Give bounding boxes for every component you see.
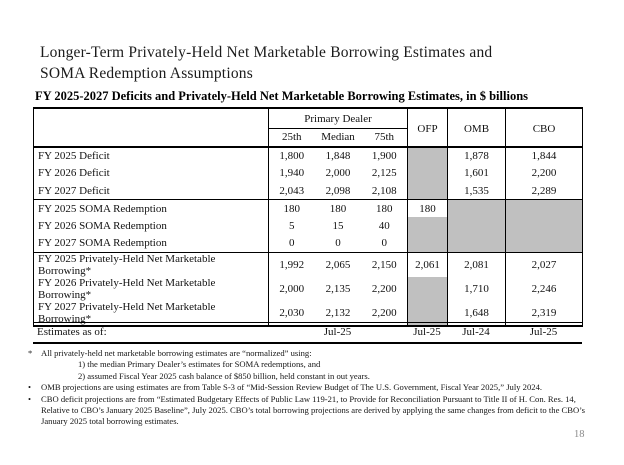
table-row bbox=[34, 252, 583, 277]
value-cell: 2,000 bbox=[325, 167, 351, 180]
footnote bbox=[28, 382, 602, 393]
footnote-marker bbox=[65, 371, 78, 382]
value-cell: 2,246 bbox=[506, 277, 583, 301]
corner-cell bbox=[34, 108, 269, 147]
table-row bbox=[34, 217, 583, 235]
value-cell: 2,030 bbox=[269, 301, 315, 326]
shaded-cell bbox=[408, 217, 448, 235]
table-row bbox=[34, 147, 583, 165]
value-cell: 180 bbox=[269, 200, 315, 218]
footnote-text: 1) the median Primary Dealer’s estimates for SOMA redemptions, and bbox=[78, 359, 321, 370]
value-cell: 1,992 bbox=[269, 252, 315, 277]
column-group-primary-dealer: Primary Dealer bbox=[269, 108, 408, 128]
table-header bbox=[34, 108, 583, 147]
footnote-text: All privately-held net marketable borrowing estimates are “normalized” using: bbox=[41, 348, 312, 358]
row-label: FY 2025 Deficit bbox=[38, 150, 110, 163]
value-cell: 2,200 bbox=[506, 165, 583, 183]
value-cell: 5 bbox=[269, 217, 315, 235]
footnote-marker: • bbox=[28, 382, 32, 393]
table-row bbox=[34, 235, 583, 253]
value-cell: 2,081 bbox=[448, 252, 506, 277]
row-label: FY 2025 Privately-Held Net Marketable Borrowing* bbox=[34, 252, 269, 277]
shaded-cell bbox=[448, 200, 506, 218]
estimates-as-of-table bbox=[33, 322, 582, 344]
value-cell: 180 bbox=[315, 200, 362, 218]
value-cell: 2,132 bbox=[325, 306, 351, 319]
value-cell: 1,601 bbox=[448, 165, 506, 183]
table-row bbox=[34, 182, 583, 200]
value-cell: 2,200 bbox=[371, 306, 397, 319]
row-label: FY 2027 Privately-Held Net Marketable Borrowing* bbox=[38, 300, 216, 325]
column-header-median: Median bbox=[321, 131, 355, 144]
value-cell: 2,135 bbox=[325, 282, 351, 295]
value-cell: 180 bbox=[408, 200, 448, 218]
page-title bbox=[40, 42, 492, 84]
footnote-text: OMB projections are using estimates are from Table S-3 of “Mid-Session Review Budget of The U.S. Government, Fiscal Year 2025,” July 2024. bbox=[41, 382, 543, 393]
value-cell: 1,535 bbox=[448, 182, 506, 200]
column-header-25th: 25th bbox=[269, 128, 315, 147]
value-cell: 1,848 bbox=[325, 150, 351, 163]
estimates-as-of-ofp: Jul-25 bbox=[413, 326, 441, 339]
value-cell: 15 bbox=[332, 219, 344, 232]
value-cell: 2,125 bbox=[371, 167, 397, 180]
value-cell: 2,027 bbox=[506, 252, 583, 277]
shaded-cell bbox=[408, 147, 448, 165]
value-cell: 1,940 bbox=[269, 165, 315, 183]
footnote-marker bbox=[65, 359, 78, 370]
shaded-cell bbox=[408, 235, 448, 253]
row-label: FY 2025 SOMA Redemption bbox=[34, 200, 269, 218]
shaded-cell bbox=[408, 182, 448, 200]
value-cell: 1,648 bbox=[448, 301, 506, 326]
value-cell: 40 bbox=[378, 219, 390, 232]
table-body bbox=[34, 147, 583, 326]
row-label: FY 2026 SOMA Redemption bbox=[38, 219, 167, 232]
row-label: FY 2027 Deficit bbox=[38, 184, 110, 197]
footnote-text: 2) assumed Fiscal Year 2025 cash balance of $850 billion, held constant in out years. bbox=[78, 370, 370, 381]
footnote-marker: • bbox=[28, 393, 32, 404]
value-cell: 2,200 bbox=[371, 282, 397, 295]
column-header-75th: 75th bbox=[374, 131, 395, 144]
value-cell: 2,065 bbox=[315, 252, 362, 277]
value-cell: 2,000 bbox=[269, 277, 315, 301]
page-title-line1: Longer-Term Privately-Held Net Marketable Borrowing Estimates and bbox=[40, 44, 493, 61]
value-cell: 2,289 bbox=[506, 182, 583, 200]
shaded-cell bbox=[448, 235, 506, 253]
page-title-line2: SOMA Redemption Assumptions bbox=[40, 65, 253, 82]
page-number: 18 bbox=[574, 429, 585, 440]
row-label: FY 2026 Deficit bbox=[38, 167, 110, 180]
footnote bbox=[28, 348, 602, 359]
value-cell: 1,878 bbox=[448, 147, 506, 165]
value-cell: 0 bbox=[269, 235, 315, 253]
estimates-as-of-row bbox=[33, 323, 582, 343]
value-cell: 1,900 bbox=[371, 150, 397, 163]
shaded-cell bbox=[408, 165, 448, 183]
shaded-cell bbox=[506, 217, 583, 235]
value-cell: 2,319 bbox=[506, 301, 583, 326]
estimates-as-of-omb: Jul-24 bbox=[462, 326, 490, 339]
table-title: FY 2025-2027 Deficits and Privately-Held Net Marketable Borrowing Estimates, in $ billions bbox=[35, 89, 529, 103]
value-cell: 1,800 bbox=[269, 147, 315, 165]
row-label: FY 2027 SOMA Redemption bbox=[38, 237, 167, 249]
footnote-marker: * bbox=[28, 348, 33, 358]
value-cell: 0 bbox=[335, 237, 341, 249]
estimates-as-of-cbo: Jul-25 bbox=[529, 326, 558, 339]
table-row bbox=[34, 165, 583, 183]
estimates-as-of-primary-dealer: Jul-25 bbox=[323, 326, 352, 339]
table-row bbox=[34, 200, 583, 218]
shaded-cell bbox=[408, 277, 448, 301]
shaded-cell bbox=[448, 217, 506, 235]
footnotes bbox=[28, 348, 602, 428]
footnote bbox=[28, 359, 602, 370]
estimates-as-of-label: Estimates as of: bbox=[37, 326, 107, 339]
value-cell: 1,844 bbox=[506, 147, 583, 165]
value-cell: 2,061 bbox=[408, 252, 448, 277]
table-header-row-groups bbox=[34, 108, 583, 128]
value-cell: 2,150 bbox=[362, 252, 408, 277]
value-cell: 2,043 bbox=[269, 182, 315, 200]
footnote bbox=[28, 394, 602, 428]
value-cell: 2,108 bbox=[371, 184, 397, 197]
column-header-omb: OMB bbox=[448, 108, 506, 147]
shaded-cell bbox=[506, 235, 583, 253]
value-cell: 2,098 bbox=[325, 184, 351, 197]
shaded-cell bbox=[506, 200, 583, 218]
value-cell: 0 bbox=[381, 237, 387, 249]
column-header-ofp: OFP bbox=[408, 108, 448, 147]
borrowing-estimates-table bbox=[33, 107, 583, 327]
value-cell: 1,710 bbox=[448, 277, 506, 301]
row-label: FY 2026 Privately-Held Net Marketable Borrowing* bbox=[38, 276, 216, 301]
footnote-text: CBO deficit projections are from “Estimated Budgetary Effects of Public Law 119-21, to Provide for Reconciliation Pursuant to Title II of H. Con. Res. 14, Relative to CBO’s January 2025 Baseline”, July 2025. CBO’s total borrowing projections are derived by applying the same changes from deficit to the CBO’s January 2025 total borrowing estimates. bbox=[41, 393, 585, 427]
value-cell: 180 bbox=[362, 200, 408, 218]
footnote bbox=[28, 371, 602, 382]
table-row bbox=[34, 277, 583, 301]
column-header-cbo: CBO bbox=[506, 108, 583, 147]
